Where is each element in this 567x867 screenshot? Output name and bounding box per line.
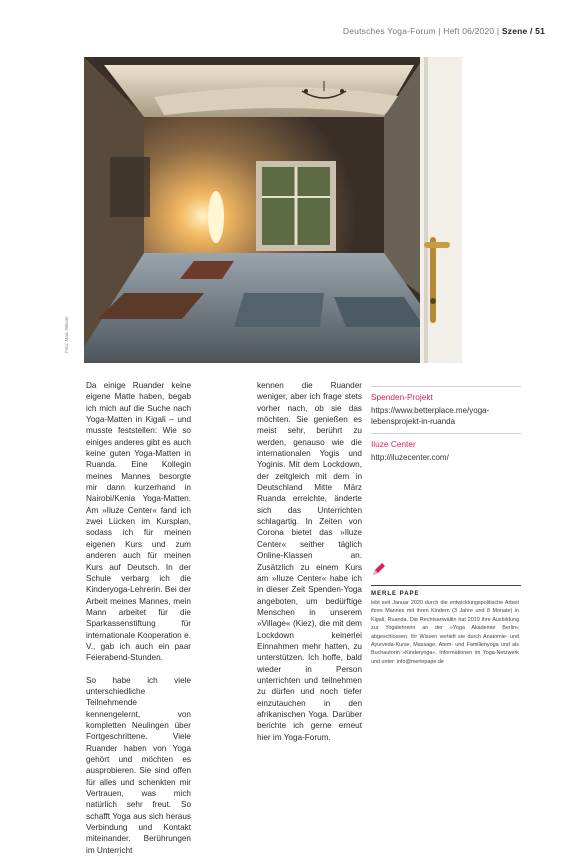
running-header xyxy=(343,26,545,36)
article-column-1 xyxy=(86,380,191,867)
sidebar-project xyxy=(371,386,521,427)
divider xyxy=(371,386,521,387)
article-paragraph: kennen die Ruander weniger, aber ich frage stets vorher nach, ob sie das möchten. Sie genießen es meist sehr, berührt zu werden, genauso wie die internationalen Yogis und Yoginis. Mit dem Lockdown, der zeitgleich mit dem in Deutschland Mitte März Ruanda erreichte, änderte sich das Unterrichten schlagartig. In Zeiten von Corona bietet das »Iluze Center« seither täglich Online-Klassen an. Zusätzlich zu einem Kurs am »Iluze Center« habe ich in dieser Zeit Spenden-Yoga angeboten, um bedürftige Menschen in unserem »Village« (Kiez), die mit dem Lockdown keinerlei Einnahmen mehr hatten, zu unterstützen. Ich hoffe, bald wieder in Person unterrichten und teilnehmen zu dürfen und noch tiefer einzutauchen in den afrikanischen Yoga. Darüber berichte ich gerne erneut hier im Yoga-Forum. xyxy=(257,381,362,742)
section-name: Szene xyxy=(501,26,528,36)
room-photo xyxy=(84,57,462,363)
article-paragraph: So habe ich viele unterschiedliche Teilnehmende kennengelernt, von kompletten Neulingen über Fortgeschrittene. Viele Ruander haben von Yoga gehört und möchten es ausprobieren. Sie sind offen für alles und schenkten mir Vertrauen, was mich natürlich sehr freut. So schafft Yoga aus sich heraus Verbindung und Kontakt miteinander. Berührungen im Unterricht xyxy=(86,675,191,855)
sidebar-center xyxy=(371,433,521,463)
project-label: Spenden-Projekt xyxy=(371,392,433,402)
author-info xyxy=(371,561,519,666)
divider xyxy=(371,433,521,434)
article-column-2 xyxy=(257,380,362,754)
project-link[interactable]: https://www.betterplace.me/yoga-lebensprojekt-in-ruanda xyxy=(371,406,490,426)
publication-info: Deutsches Yoga-Forum | Heft 06/2020 | xyxy=(342,26,500,36)
page-number: / 51 xyxy=(530,26,545,36)
divider xyxy=(371,585,521,586)
photo-credit: Foto: Marc Wieser xyxy=(64,316,69,353)
center-link[interactable]: http://iluzecenter.com/ xyxy=(371,453,449,462)
author-bio: lebt seit Januar 2020 durch die entwicklungspolitische Arbeit ihres Mannes mit ihren Kindern (3 Jahre und 8 Monate) in Kigali, Ruanda. Die Rechtsanwältin hat 2019 ihre Ausbildung zur Yogalehrerin an der »Yoga Akademie Berlin« abgeschlossen. Ihr Wissen vertieft sie durch Anatomie- und Ayurveda-Kurse, Massage, Atem- und Familienyoga und als Buchautorin »Kinderyoga«. Informationen im Yoga-Netzwerk und unter: info@merlepape.de xyxy=(371,600,519,665)
pencil-icon xyxy=(371,561,387,577)
article-paragraph: Da einige Ruander keine eigene Matte haben, begab ich mich auf die Suche nach Yoga-Matten in Kigali – und musste feststellen: Wie so einiges anderes gibt es auch keine guten Yoga-Matten in Ruanda. Eine Kollegin meines Mannes besorgte mir dann kurzerhand in Nairobi/Kenia Yoga-Matten. Am »Iluze Center« fand ich zwei Lücken im Kursplan, sodass ich für meinen eigenen Kurs und zum anderen auch für meinen Kurs auf Deutsch. In der Schule verbarg ich die Kinderyoga-Lehrerin. Bei der Arbeit meines Mannes, mein Mann arbeitet für die Sparkassenstiftung für internationale Kooperation e. V., gab ich auch ein paar Feierabend-Stunden. xyxy=(86,381,191,663)
center-label: Iluze Center xyxy=(371,439,416,449)
author-name: MERLE PAPE xyxy=(371,591,420,597)
